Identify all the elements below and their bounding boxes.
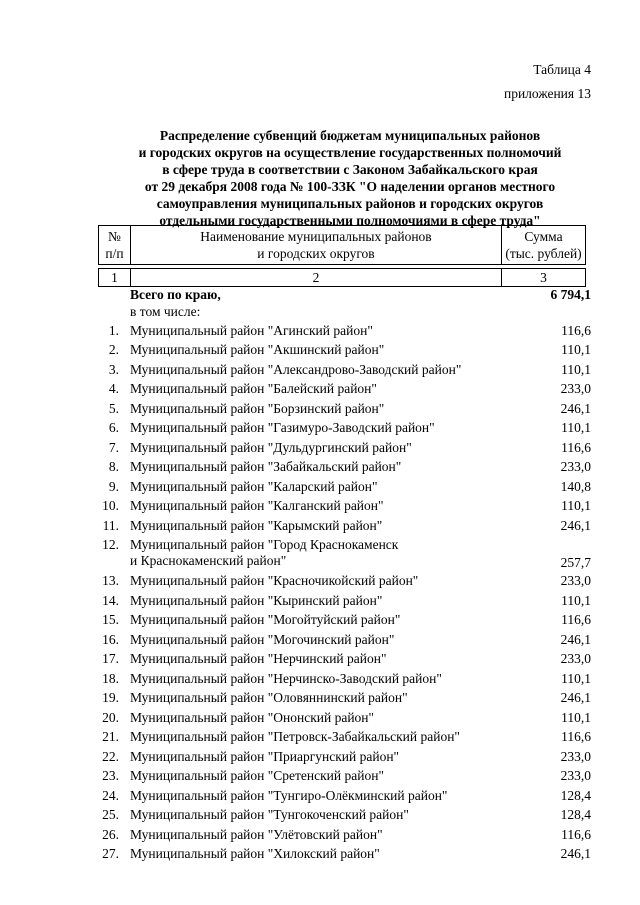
title-line: от 29 декабря 2008 года № 100-ЗЗК "О наделении органов местного <box>144 179 556 194</box>
district-name: Муниципальный район "Борзинский район" <box>130 400 385 416</box>
district-name: Муниципальный район "Петровск-Забайкальский район" <box>130 729 460 744</box>
row-number: 4. <box>108 381 119 396</box>
title-line: и городских округов на осуществление государственных полномочий <box>138 145 562 160</box>
district-name: Муниципальный район "Акшинский район" <box>130 342 385 357</box>
row-number: 24. <box>102 787 119 803</box>
subvention-amount: 110,1 <box>561 342 591 357</box>
row-number: 14. <box>102 592 119 608</box>
table-row <box>0 805 640 825</box>
district-name: Муниципальный район "Город Краснокаменск и Краснокаменский район" <box>130 537 399 568</box>
row-number: 20. <box>102 709 119 725</box>
row-number: 8. <box>108 459 119 474</box>
row-number: 10. <box>102 498 119 513</box>
table-row <box>0 496 640 516</box>
district-name: Муниципальный район "Сретенский район" <box>130 768 384 783</box>
table-row <box>0 571 640 591</box>
table-row <box>0 610 640 630</box>
document-title <box>100 127 600 229</box>
district-name: Муниципальный район "Могойтуйский район" <box>130 612 401 627</box>
subvention-amount: 233,0 <box>560 459 591 474</box>
subvention-amount: 246,1 <box>560 690 591 705</box>
table-row <box>0 399 640 419</box>
row-number: 17. <box>102 651 119 666</box>
district-name: Муниципальный район "Улётовский район" <box>130 826 383 842</box>
table-row <box>0 321 640 341</box>
column-number: 1 <box>99 269 131 287</box>
district-name: Муниципальный район "Приаргунский район" <box>130 748 400 764</box>
title-line: самоуправления муниципальных районов и городских округов <box>156 196 544 211</box>
subvention-amount: 233,0 <box>560 748 591 764</box>
table-row <box>0 477 640 497</box>
table-row <box>0 766 640 786</box>
district-name: Муниципальный район "Ононский район" <box>130 709 375 725</box>
total-row <box>0 285 640 305</box>
subvention-amount: 128,4 <box>560 807 591 822</box>
subvention-amount: 110,1 <box>561 670 591 686</box>
row-number: 27. <box>102 846 119 861</box>
table-row <box>0 457 640 477</box>
row-number: 3. <box>108 361 119 377</box>
subvention-amount: 233,0 <box>560 768 591 783</box>
subvention-amount: 233,0 <box>560 573 591 588</box>
table-row <box>0 649 640 669</box>
table-row <box>0 786 640 806</box>
subvention-amount: 110,1 <box>561 498 591 513</box>
table-reference: Таблица 4 <box>533 62 591 77</box>
table-row <box>0 379 640 399</box>
column-number: 2 <box>131 269 502 287</box>
district-name: Муниципальный район "Могочинский район" <box>130 631 395 647</box>
table-row <box>0 535 640 571</box>
district-name: Муниципальный район "Нерчинско-Заводский район" <box>130 670 442 686</box>
row-number: 1. <box>108 322 119 338</box>
subvention-amount: 110,1 <box>561 361 591 377</box>
row-number: 18. <box>102 670 119 686</box>
row-number: 22. <box>102 748 119 764</box>
district-name: Муниципальный район "Дульдургинский район" <box>130 439 412 455</box>
district-name: Муниципальный район "Забайкальский район" <box>130 459 402 474</box>
row-number: 11. <box>102 517 119 533</box>
subvention-amount: 116,6 <box>561 612 591 627</box>
row-number: 5. <box>108 400 119 416</box>
table-row <box>0 630 640 650</box>
row-number: 13. <box>102 573 119 588</box>
subvention-amount: 246,1 <box>560 846 591 861</box>
district-name: Муниципальный район "Калганский район" <box>130 498 384 513</box>
subvention-amount: 140,8 <box>560 478 591 494</box>
table-row <box>0 747 640 767</box>
subvention-amount: 116,6 <box>561 322 591 338</box>
header-number: № п/п <box>99 226 131 265</box>
district-name: Муниципальный район "Тунгокоченский район" <box>130 807 409 822</box>
table-row <box>0 340 640 360</box>
subvention-amount: 233,0 <box>560 651 591 666</box>
row-number: 21. <box>102 729 119 744</box>
district-name: Муниципальный район "Газимуро-Заводский район" <box>130 420 435 435</box>
row-number: 6. <box>108 420 119 435</box>
table-row <box>0 825 640 845</box>
district-name: Муниципальный район "Кыринский район" <box>130 592 383 608</box>
row-number: 9. <box>108 478 119 494</box>
table-row <box>0 708 640 728</box>
row-number: 16. <box>102 631 119 647</box>
including-label: в том числе: <box>130 303 201 319</box>
subvention-amount: 110,1 <box>561 592 591 608</box>
subvention-amount: 116,6 <box>561 826 591 842</box>
row-number: 19. <box>102 690 119 705</box>
row-number: 7. <box>108 439 119 455</box>
table-row <box>0 438 640 458</box>
row-number: 12. <box>102 537 119 552</box>
district-name: Муниципальный район "Нерчинский район" <box>130 651 387 666</box>
title-line: отдельными государственными полномочиями в сфере труда" <box>159 213 541 228</box>
district-name: Муниципальный район "Александрово-Заводский район" <box>130 361 462 377</box>
subvention-amount: 116,6 <box>561 439 591 455</box>
row-number: 15. <box>102 612 119 627</box>
appendix-reference: приложения 13 <box>503 86 591 101</box>
district-name: Муниципальный район "Балейский район" <box>130 381 377 396</box>
row-number: 23. <box>102 768 119 783</box>
table-row <box>0 727 640 747</box>
district-name: Муниципальный район "Оловяннинский район" <box>130 690 408 705</box>
district-name: Муниципальный район "Карымский район" <box>130 517 383 533</box>
subvention-amount: 246,1 <box>560 631 591 647</box>
row-number: 2. <box>108 342 119 357</box>
row-number: 25. <box>102 807 119 822</box>
total-value: 6 794,1 <box>550 287 591 302</box>
subvention-amount: 110,1 <box>561 420 591 435</box>
district-name: Муниципальный район "Агинский район" <box>130 322 373 338</box>
table-row <box>0 591 640 611</box>
title-line: Распределение субвенций бюджетам муниципальных районов <box>159 128 541 143</box>
including-row <box>0 305 640 321</box>
table-row <box>0 418 640 438</box>
table-body <box>0 285 640 864</box>
row-number: 26. <box>102 826 119 842</box>
district-name: Муниципальный район "Каларский район" <box>130 478 378 494</box>
table-row <box>0 669 640 689</box>
subvention-amount: 116,6 <box>561 729 591 744</box>
table-header <box>98 225 586 265</box>
subvention-amount: 246,1 <box>560 400 591 416</box>
header-name: Наименование муниципальных районов и городских округов <box>131 226 502 265</box>
table-row <box>0 688 640 708</box>
district-name: Муниципальный район "Красночикойский район" <box>130 573 419 588</box>
title-line: в сфере труда в соответствии с Законом Забайкальского края <box>162 162 538 177</box>
total-label: Всего по краю, <box>130 287 221 302</box>
subvention-amount: 233,0 <box>560 381 591 396</box>
table-row <box>0 844 640 864</box>
column-number: 3 <box>502 269 586 287</box>
district-name: Муниципальный район "Тунгиро-Олёкминский район" <box>130 787 448 803</box>
table-row <box>0 516 640 536</box>
header-sum: Сумма (тыс. рублей) <box>502 226 586 265</box>
subvention-amount: 246,1 <box>560 517 591 533</box>
subvention-amount: 110,1 <box>561 709 591 725</box>
district-name: Муниципальный район "Хилокский район" <box>130 846 380 861</box>
table-row <box>0 360 640 380</box>
subvention-amount: 128,4 <box>560 787 591 803</box>
subvention-amount: 257,7 <box>560 555 591 570</box>
